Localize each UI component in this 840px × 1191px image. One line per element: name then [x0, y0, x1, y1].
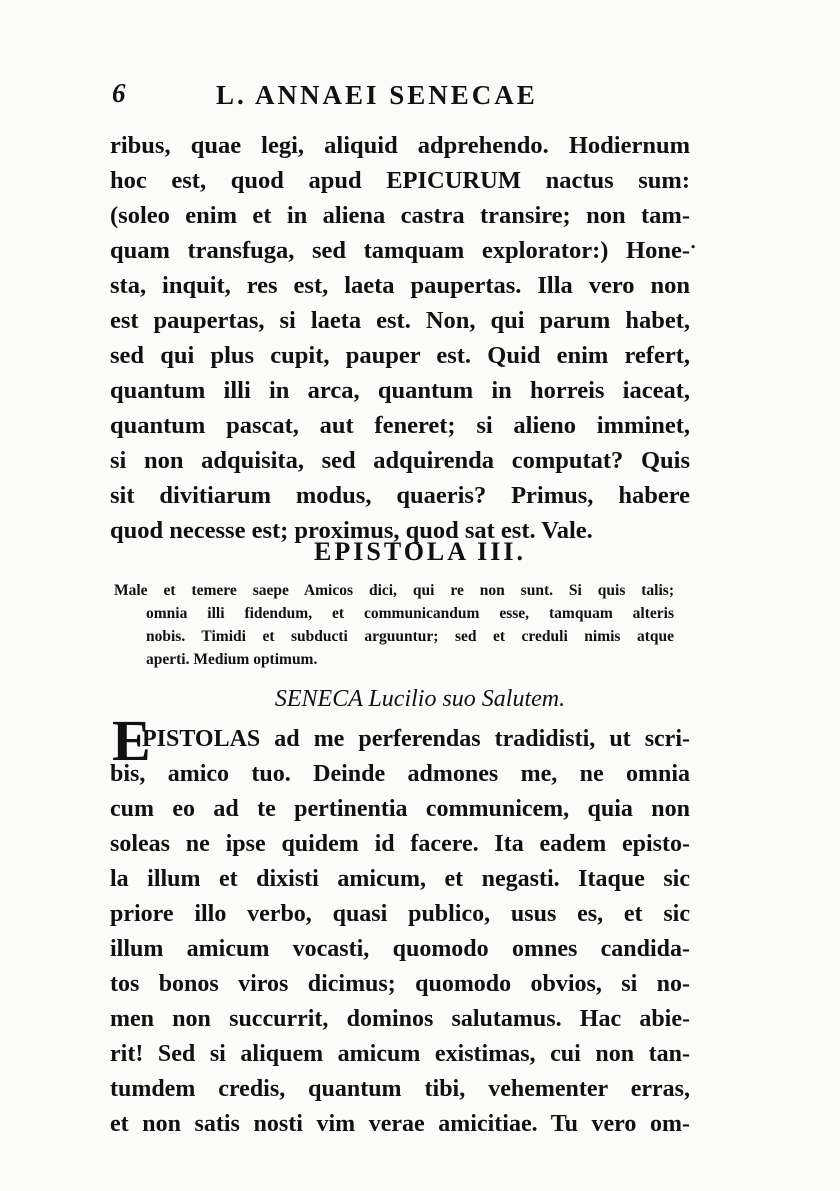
- drop-cap: E: [112, 708, 151, 773]
- text-line: ribus, quae legi, aliquid adprehendo. Hodiernum: [110, 132, 690, 159]
- epistle-summary: [114, 579, 674, 671]
- running-head: L. ANNAEI SENECAE: [216, 80, 538, 110]
- text-line: PISTOLAS ad me perferendas tradidisti, ut scri-: [142, 726, 690, 752]
- text-line: (soleo enim et in aliena castra transire; non tam-: [110, 202, 690, 229]
- text-line: sit divitiarum modus, quaeris? Primus, habere: [110, 482, 690, 509]
- epistle-title: EPISTOLA III.: [314, 537, 526, 566]
- text-line: quod necesse est; proximus, quod sat est. Vale.: [110, 517, 593, 544]
- margin-mark: .: [690, 232, 697, 253]
- text-line: quam transfuga, sed tamquam explorator:) Hone-: [110, 237, 690, 264]
- text-line: illum amicum vocasti, quomodo omnes candida-: [110, 936, 690, 962]
- text-line: est paupertas, si laeta est. Non, qui parum habet,: [110, 307, 690, 334]
- text-line: tos bonos viros dicimus; quomodo obvios, si no-: [110, 971, 690, 997]
- text-line: soleas ne ipse quidem id facere. Ita eadem episto-: [110, 831, 690, 857]
- text-line: quantum illi in arca, quantum in horreis iaceat,: [110, 377, 690, 404]
- salutation: SENECA Lucilio suo Salutem.: [274, 686, 566, 712]
- page-header: [112, 78, 682, 118]
- summary-line: nobis. Timidi et subducti arguuntur; sed et creduli nimis atque: [146, 628, 674, 645]
- page-number: 6: [112, 78, 126, 108]
- text-line: la illum et dixisti amicum, et negasti. Itaque sic: [110, 866, 690, 892]
- text-line: et non satis nosti vim verae amicitiae. Tu vero om-: [110, 1111, 690, 1137]
- summary-line: Male et temere saepe Amicos dici, qui re non sunt. Si quis talis;: [114, 582, 674, 599]
- summary-line: omnia illi fidendum, et communicandum esse, tamquam alteris: [146, 605, 674, 622]
- continuation-text: [110, 128, 690, 548]
- text-line: quantum pascat, aut feneret; si alieno imminet,: [110, 412, 690, 439]
- text-line: sta, inquit, res est, laeta paupertas. Illa vero non: [110, 272, 690, 299]
- text-line: si non adquisita, sed adquirenda computat? Quis: [110, 447, 690, 474]
- text-line: men non succurrit, dominos salutamus. Hac abie-: [110, 1006, 690, 1032]
- text-line: hoc est, quod apud EPICURUM nactus sum:: [110, 167, 690, 194]
- summary-line: aperti. Medium optimum.: [146, 651, 318, 668]
- text-line: rit! Sed si aliquem amicum existimas, cui non tan-: [110, 1041, 690, 1067]
- text-line: cum eo ad te pertinentia communicem, quia non: [110, 796, 690, 822]
- epistle-body: [110, 722, 690, 1142]
- text-line: sed qui plus cupit, pauper est. Quid enim refert,: [110, 342, 690, 369]
- text-line: tumdem credis, quantum tibi, vehementer erras,: [110, 1076, 690, 1102]
- text-line: bis, amico tuo. Deinde admones me, ne omnia: [110, 761, 690, 787]
- text-line: priore illo verbo, quasi publico, usus es, et sic: [110, 901, 690, 927]
